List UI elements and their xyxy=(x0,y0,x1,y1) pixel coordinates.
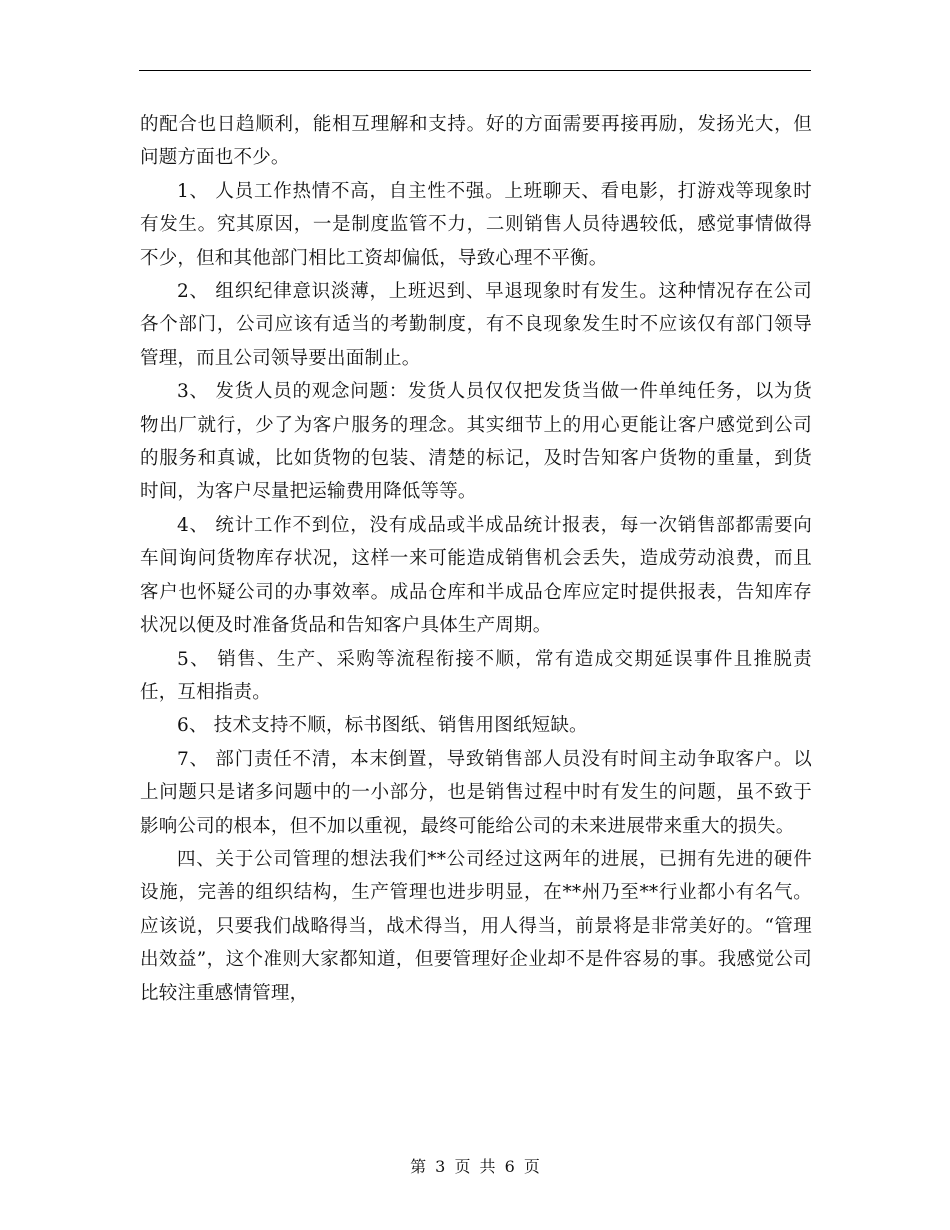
paragraph-item-6: 6、 技术支持不顺，标书图纸、销售用图纸短缺。 xyxy=(177,715,588,737)
header-rule xyxy=(139,70,811,71)
body-text xyxy=(140,108,812,1010)
paragraph-section-4: 四、关于公司管理的想法我们**公司经过这两年的进展，已拥有先进的硬件设施，完善的组织结构，生产管理也进步明显，在**州乃至**行业都小有名气。应该说，只要我们战略得当，战术得当，用人得当，前景将是非常美好的。“管理出效益”，这个准则大家都知道，但要管理好企业却不是件容易的事。我感觉公司比较注重感情管理， xyxy=(140,848,812,1004)
paragraph-item-1: 1、 人员工作热情不高，自主性不强。上班聊天、看电影，打游戏等现象时有发生。究其原因，一是制度监管不力，二则销售人员待遇较低，感觉事情做得不少，但和其他部门相比工资却偏低，导致心理不平衡。 xyxy=(140,180,812,269)
paragraph-item-2: 2、 组织纪律意识淡薄，上班迟到、早退现象时有发生。这种情况存在公司各个部门，公司应该有适当的考勤制度，有不良现象发生时不应该仅有部门领导管理，而且公司领导要出面制止。 xyxy=(140,281,812,369)
paragraph-item-7: 7、 部门责任不清，本末倒置，导致销售部人员没有时间主动争取客户。以上问题只是诸多问题中的一小部分，也是销售过程中时有发生的问题，虽不致于影响公司的根本，但不加以重视，最终可能给公司的未来进展带来重大的损失。 xyxy=(140,748,812,837)
paragraph-item-5: 5、 销售、生产、采购等流程衔接不顺，常有造成交期延误事件且推脱责任，互相指责。 xyxy=(140,648,812,703)
paragraph-continuation: 的配合也日趋顺利，能相互理解和支持。好的方面需要再接再励，发扬光大，但问题方面也不少。 xyxy=(140,114,812,169)
paragraph-item-4: 4、 统计工作不到位，没有成品或半成品统计报表，每一次销售部都需要向车间询问货物库存状况，这样一来可能造成销售机会丢失，造成劳动浪费，而且客户也怀疑公司的办事效率。成品仓库和半成品仓库应定时提供报表，告知库存状况以便及时准备货品和告知客户具体生产周期。 xyxy=(140,514,812,637)
paragraph-item-3: 3、 发货人员的观念问题：发货人员仅仅把发货当做一件单纯任务，以为货物出厂就行，少了为客户服务的理念。其实细节上的用心更能让客户感觉到公司的服务和真诚，比如货物的包装、清楚的标记，及时告知客户货物的重量，到货时间，为客户尽量把运输费用降低等等。 xyxy=(140,381,812,503)
page-footer: 第 3 页 共 6 页 xyxy=(410,1157,540,1176)
